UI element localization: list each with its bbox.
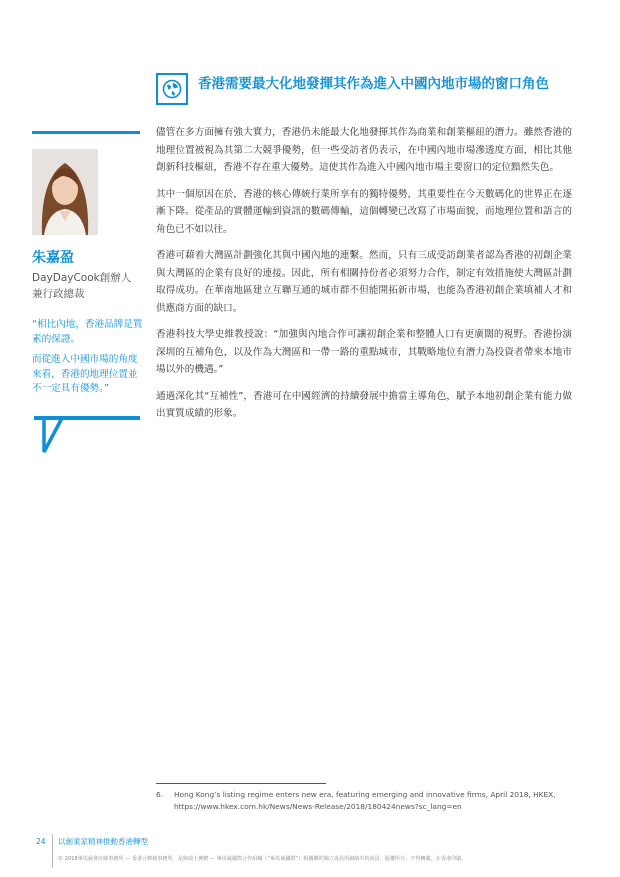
running-title: 以創業家精神推動香港轉型 (58, 837, 148, 846)
paragraph: 通過深化其“互補性”，香港可在中國經濟的持續發展中擔當主導角色，賦予本地初創企業有能力做出實質成績的形象。 (156, 390, 572, 419)
person-name: 朱嘉盈 (32, 250, 74, 266)
portrait-photo (32, 149, 98, 235)
section-title: 香港需要最大化地發揮其作為進入中國內地市場的窗口角色 (198, 76, 549, 92)
speech-bubble-icon (32, 416, 140, 458)
paragraph: 其中一個原因在於，香港的核心傳統行業所享有的獨特優勢，其重要性在今天數碼化的世界正在逐漸下降。從產品的實體運輸到資訊的數碼傳輸，這個轉變已改寫了市場面貌，而地理位置和語言的角色已不如以往。 (156, 188, 572, 235)
footnote (156, 789, 576, 813)
pull-quote-line: “相比內地，香港品牌是質素的保證。 (32, 319, 143, 345)
paragraph: 儘管在多方面擁有強大實力，香港仍未能最大化地發揮其作為商業和創業樞紐的潛力。雖然香港的地理位置被視為其第二大競爭優勢，但一些受訪者仍表示，在中國內地市場滲透度方面，相比其他創新科技樞紐，香港不存在重大優勢。這使其作為進入中國內地市場主要窗口的定位黯然失色。 (156, 127, 572, 173)
paragraph: 香港可藉着大灣區計劃強化其與中國內地的連繫。然而，只有三成受訪創業者認為香港的初創企業與大灣區的企業有良好的連接。因此，所有相關持份者必須努力合作，制定有效措施使大灣區計劃取得成功。在華南地區建立互聯互通的城市群不但能開拓新市場，也能為香港初創企業填補人才和供應商方面的缺口。 (156, 250, 572, 314)
page-number: 24 (36, 837, 46, 846)
article-body (156, 124, 572, 432)
footnote-number: 6. (156, 790, 164, 799)
pull-quote-line: 而從進入中國市場的角度來看，香港的地理位置並不一定具有優勢。” (32, 354, 138, 394)
pull-quote (32, 318, 144, 403)
footnote-text: Hong Kong’s listing regime enters new era, featuring emerging and innovative firms, April 2018, HKEX, https://www.hkex.com.hk/News/News-Release/2018/180424news?sc_lang=en (174, 790, 556, 811)
copyright-notice: © 2018畢馬威會計師事務所 — 香港合夥制事務所，是與瑞士實體 — 畢馬威國際合作組織（“畢馬威國際”）相關聯的獨立成員所網絡中的成員。版權所有，不得轉載。在香港印刷。 (58, 856, 467, 862)
footnote-rule (156, 783, 326, 784)
globe-icon (156, 73, 188, 105)
paragraph: 香港科技大學史維教授說：“加強與內地合作可讓初創企業和整體人口有更廣闊的視野。香港扮演深圳的互補角色，以及作為大灣區和一帶一路的重點城市，其戰略地位有潛力為投資者帶來本地市場以外的機遇。” (156, 329, 572, 375)
person-role: DayDayCook創辦人兼行政總裁 (32, 272, 132, 300)
sidebar-rule (32, 131, 140, 134)
footer-divider (52, 834, 53, 868)
